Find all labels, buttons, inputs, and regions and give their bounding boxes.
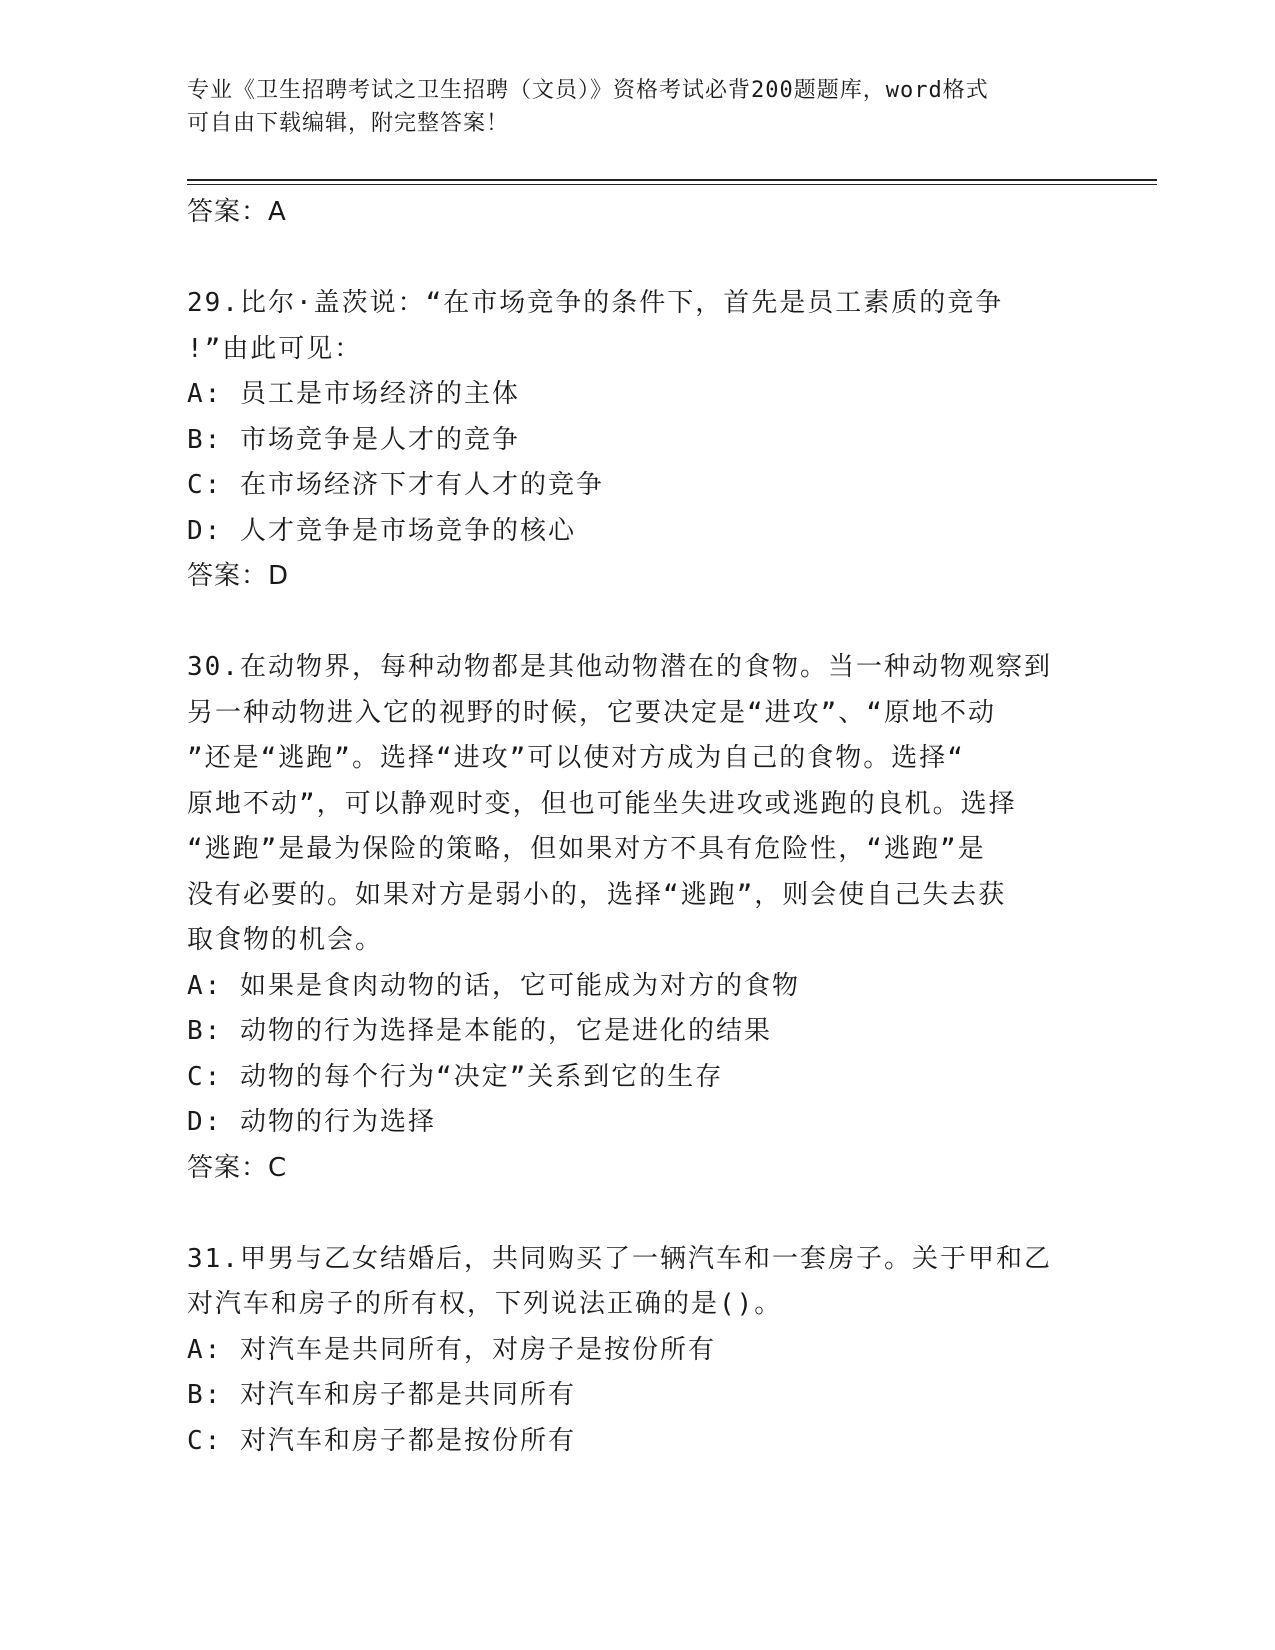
- question-stem-line: 29.比尔·盖茨说：“在市场竞争的条件下，首先是员工素质的竞争: [187, 288, 1004, 318]
- option-b: B: 市场竞争是人才的竞争: [187, 424, 520, 455]
- option-c: C: 在市场经济下才有人才的竞争: [187, 470, 604, 500]
- document-body: [187, 190, 1087, 1464]
- question-30: [187, 645, 1087, 1191]
- option-c: C: 动物的每个行为“决定”关系到它的生存: [187, 1061, 724, 1092]
- question-stem-line: 取食物的机会。: [187, 925, 384, 955]
- option-d: D: 动物的行为选择: [187, 1107, 436, 1137]
- header-divider-thick: [187, 179, 1157, 181]
- option-a: A: 如果是食肉动物的话，它可能成为对方的食物: [187, 970, 800, 1001]
- option-b: B: 对汽车和房子都是共同所有: [187, 1380, 576, 1410]
- question-stem-line: 对汽车和房子的所有权，下列说法正确的是()。: [187, 1289, 783, 1319]
- option-a: A: 对汽车是共同所有，对房子是按份所有: [187, 1334, 716, 1365]
- question-stem-line: 没有必要的。如果对方是弱小的，选择“逃跑”，则会使自己失去获: [187, 879, 1007, 910]
- header-line-2: 可自由下载编辑，附完整答案！: [187, 111, 510, 136]
- question-stem-line: 另一种动物进入它的视野的时候，它要决定是“进攻”、“原地不动: [187, 697, 996, 728]
- spacer: [187, 600, 1087, 646]
- question-stem-line: 原地不动”，可以静观时变，但也可能坐失进攻或逃跑的良机。选择: [187, 788, 1017, 819]
- option-c: C: 对汽车和房子都是按份所有: [187, 1425, 576, 1456]
- previous-answer: 答案：A: [187, 197, 287, 227]
- spacer: [187, 1191, 1087, 1237]
- question-stem-line: 30.在动物界，每种动物都是其他动物潜在的食物。当一种动物观察到: [187, 652, 1052, 682]
- header-divider-thin: [187, 184, 1157, 185]
- question-stem-line: “逃跑”是最为保险的策略，但如果对方不具有危险性，“逃跑”是: [187, 834, 986, 864]
- question-stem-line: ”还是“逃跑”。选择“进攻”可以使对方成为自己的食物。选择“: [187, 743, 965, 773]
- spacer: [187, 236, 1087, 282]
- document-header: [187, 74, 1087, 140]
- question-29: [187, 281, 1087, 600]
- answer: 答案：C: [187, 1152, 288, 1183]
- question-31: [187, 1237, 1087, 1465]
- question-stem-line: !”由此可见：: [187, 333, 363, 364]
- option-b: B: 动物的行为选择是本能的，它是进化的结果: [187, 1016, 772, 1046]
- question-stem-line: 31.甲男与乙女结婚后，共同购买了一辆汽车和一套房子。关于甲和乙: [187, 1243, 1052, 1274]
- option-a: A: 员工是市场经济的主体: [187, 379, 520, 409]
- answer: 答案：D: [187, 561, 290, 591]
- option-d: D: 人才竞争是市场竞争的核心: [187, 515, 576, 546]
- header-line-1: 专业《卫生招聘考试之卫生招聘（文员）》资格考试必背200题题库，word格式: [187, 78, 989, 103]
